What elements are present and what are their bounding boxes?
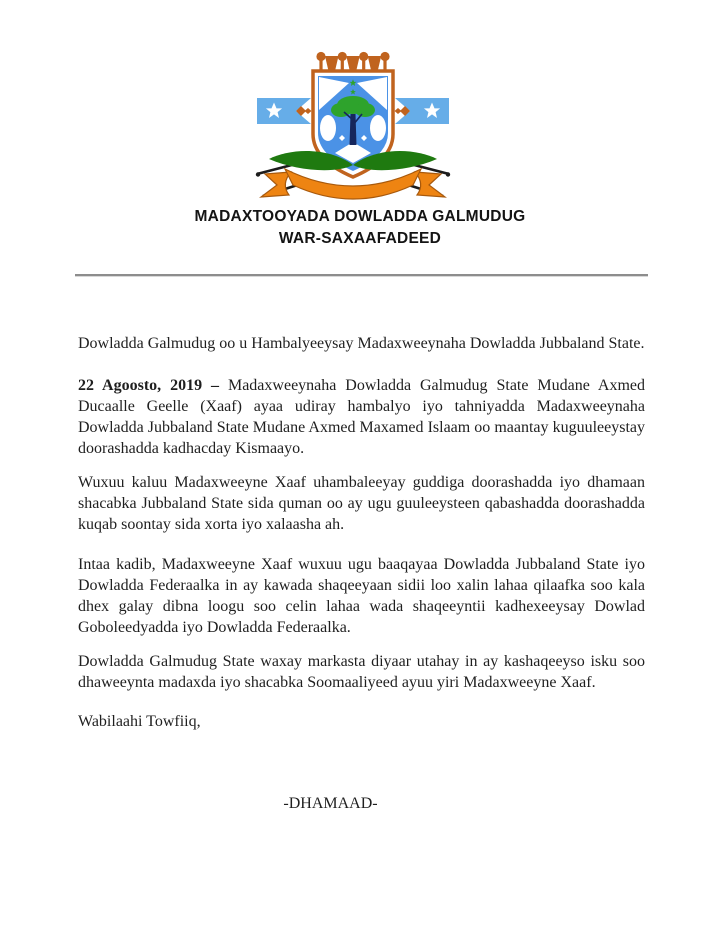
letter-body [78,333,645,814]
flag-left-icon [257,98,312,124]
end-mark: -DHAMAAD- [283,795,378,812]
document-header [0,206,720,250]
paragraph-date-text: Madaxweeynaha Dowladda Galmudug State Mudane Axmed Ducaalle Geelle (Xaaf) ayaa udiray hambalyo iyo tahniyadda Madaxweeynaha Dowladda Jubbaland State Mudane Axmed Maxamed Islaam oo maantay kuguuleeystay doorashadda kadhacday Kismaayo. [78,377,645,457]
closing-salutation: Wabilaahi Towfiiq, [78,713,201,730]
divider-rule [75,274,648,276]
date-lead: 22 Agoosto, 2019 – [78,377,220,394]
paragraph-appeal: Intaa kadib, Madaxweeyne Xaaf wuxuu ugu baaqayaa Dowladda Jubbaland State iyo Dowladda Federaalka in ay kawada shaqeeyaan sidii loo xalin lahaa qilaafka soo kala dhex galay dibna loogu soo celin lahaa wada shaqeeyntii kadhexeeysay Dowlad Goboleedyadda iyo Dowladda Federaalka. [78,556,645,636]
paragraph-congrats: Wuxuu kaluu Madaxweeyne Xaaf uhambaleeyay guddiga doorashadda iyo dhamaan shacabka Jubbaland State sida quman oo ay ugu guuleeysteen qabashadda doorashadda kuqab soontay sida xorta iyo xalaasha ah. [78,474,645,533]
flag-right-icon [395,98,450,124]
paragraph-date [78,375,645,459]
org-name: MADAXTOOYADA DOWLADDA GALMUDUG [194,208,526,225]
galmudug-emblem-icon [255,48,451,206]
doc-type-title: WAR-SAXAAFADEED [278,230,442,247]
galmudug-emblem [255,48,451,206]
paragraph-commitment: Dowladda Galmudug State waxay markasta diyaar utahay in ay kashaqeeyso isku soo dhaweeynta madaxda iyo shacabka Soomaaliyeed ayuu yiri Madaxweeyne Xaaf. [78,653,645,691]
paragraph-intro: Dowladda Galmudug oo u Hambalyeeysay Madaxweeynaha Dowladda Jubbaland State. [78,335,645,352]
